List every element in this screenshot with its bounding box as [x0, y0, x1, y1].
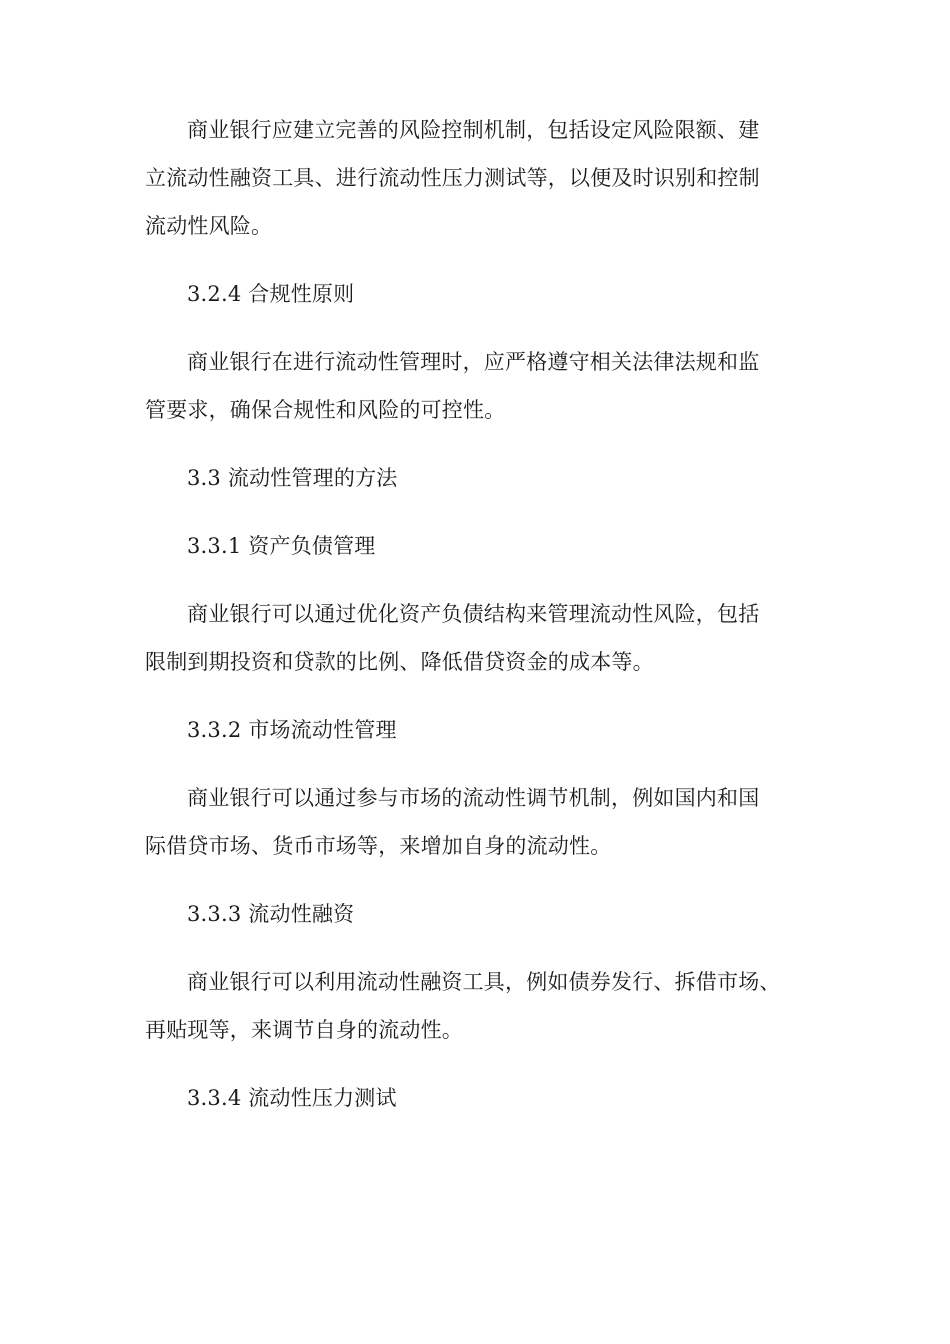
section-heading-3-3-1: [145, 522, 805, 570]
section-heading-3-3: [145, 454, 805, 502]
paragraph-asset-liability: [145, 590, 805, 686]
section-heading-3-3-3: [145, 890, 805, 938]
heading-text: 3.3.4 流动性压力测试: [187, 1086, 397, 1110]
paragraph-line: 商业银行在进行流动性管理时，应严格遵守相关法律法规和监: [187, 350, 760, 374]
paragraph-risk-control: [145, 106, 805, 250]
section-heading-3-3-2: [145, 706, 805, 754]
heading-text: 3.3.1 资产负债管理: [187, 534, 376, 558]
paragraph-line: 流动性风险。: [145, 214, 273, 238]
section-heading-3-2-4: [145, 270, 805, 318]
paragraph-line: 限制到期投资和贷款的比例、降低借贷资金的成本等。: [145, 650, 654, 674]
paragraph-line: 商业银行可以通过优化资产负债结构来管理流动性风险，包括: [187, 602, 760, 626]
heading-text: 3.3 流动性管理的方法: [187, 466, 398, 490]
paragraph-line: 商业银行可以通过参与市场的流动性调节机制，例如国内和国: [187, 786, 760, 810]
section-heading-3-3-4: [145, 1074, 805, 1122]
paragraph-compliance: [145, 338, 805, 434]
paragraph-line: 商业银行应建立完善的风险控制机制，包括设定风险限额、建: [187, 118, 760, 142]
heading-text: 3.2.4 合规性原则: [187, 282, 355, 306]
paragraph-line: 商业银行可以利用流动性融资工具，例如债券发行、拆借市场、: [187, 970, 781, 994]
paragraph-line: 管要求，确保合规性和风险的可控性。: [145, 398, 506, 422]
heading-text: 3.3.2 市场流动性管理: [187, 718, 397, 742]
heading-text: 3.3.3 流动性融资: [187, 902, 355, 926]
paragraph-line: 立流动性融资工具、进行流动性压力测试等，以便及时识别和控制: [145, 166, 760, 190]
paragraph-liquidity-financing: [145, 958, 805, 1054]
paragraph-line: 再贴现等，来调节自身的流动性。: [145, 1018, 463, 1042]
paragraph-market-liquidity: [145, 774, 805, 870]
document-body: [145, 106, 805, 1142]
paragraph-line: 际借贷市场、货币市场等，来增加自身的流动性。: [145, 834, 612, 858]
